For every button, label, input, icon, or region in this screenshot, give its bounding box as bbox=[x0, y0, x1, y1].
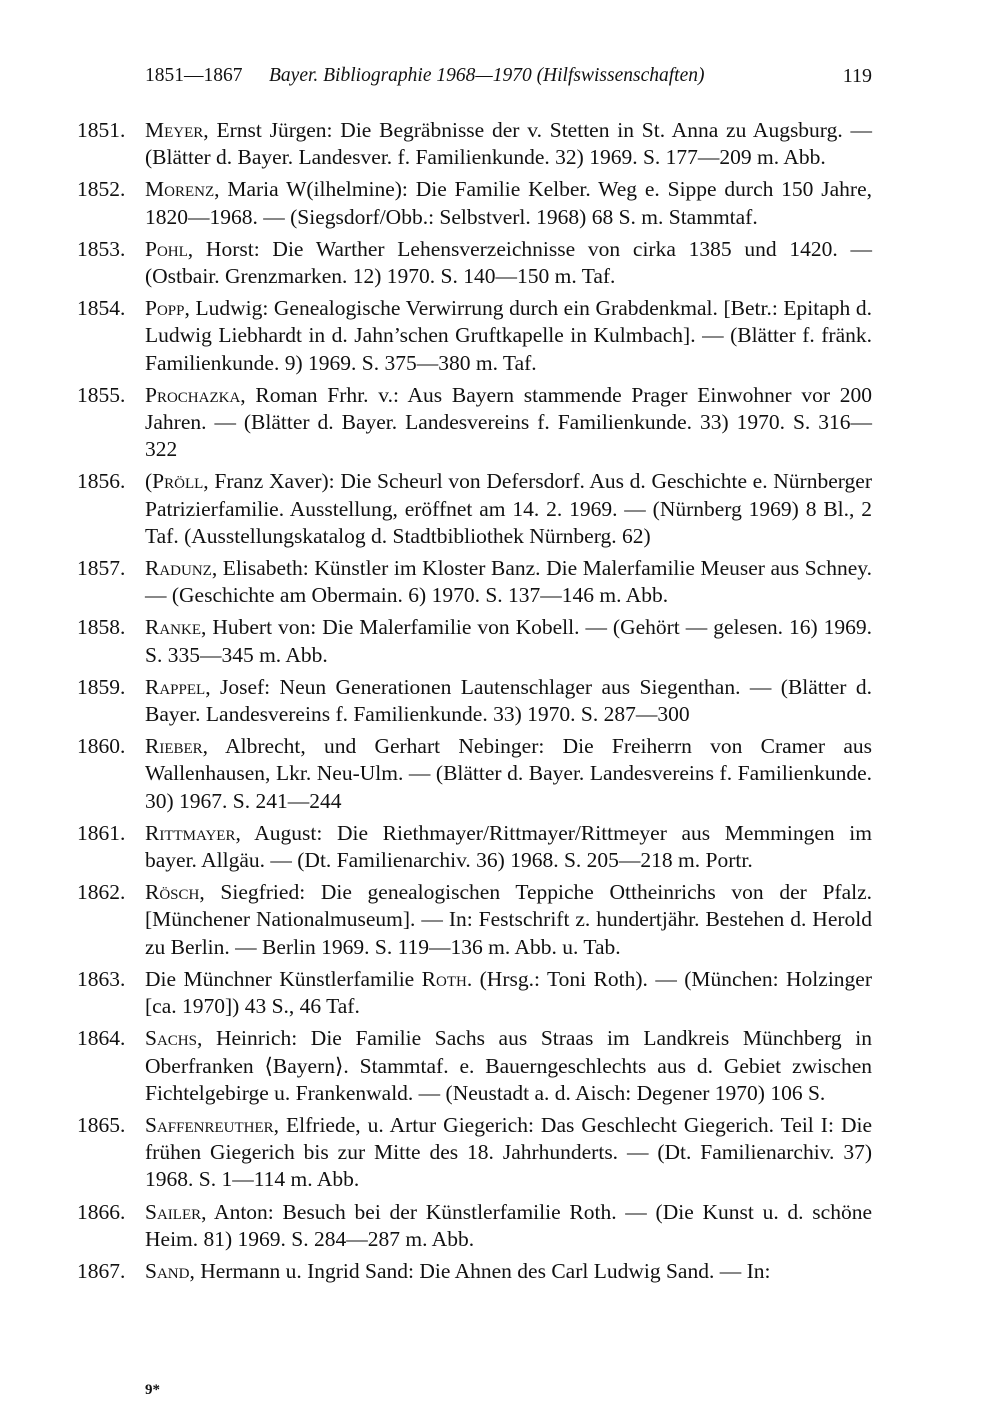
entry-number: 1855. bbox=[77, 382, 126, 407]
entry-text: , August: Die Riethmayer/Rittmayer/Rittmeyer aus Memmingen im bayer. Allgäu. — (Dt. Familienarchiv. 36) 1968. S. 205—218 m. Portr. bbox=[145, 820, 872, 873]
entry-text: , Maria W(ilhelmine): Die Familie Kelber. Weg e. Sippe durch 150 Jahre, 1820—1968. — (Siegsdorf/Obb.: Selbstverl. 1968) 68 S. m. Stammtaf. bbox=[145, 177, 872, 229]
entry-number: 1865. bbox=[77, 1112, 126, 1137]
entry-number: 1867. bbox=[77, 1258, 126, 1283]
header-entry-range: 1851—1867 bbox=[145, 65, 243, 86]
entry-author: Ranke bbox=[145, 615, 202, 640]
entry-text: , Elfriede, u. Artur Giegerich: Das Geschlecht Giegerich. Teil I: Die frühen Giegerich bis zur Mitte des 18. Jahrhunderts. — (Dt. Familienarchiv. 37) 1968. S. 1—114 m. Abb. bbox=[145, 1112, 872, 1192]
entry-number: 1856. bbox=[77, 469, 126, 494]
bibliography-entry bbox=[77, 117, 872, 171]
bibliography-entry bbox=[77, 1258, 872, 1285]
bibliography-entry bbox=[77, 1025, 872, 1107]
bibliography-entry bbox=[77, 614, 872, 668]
entry-prefix: Die Münchner Künstlerfamilie bbox=[145, 966, 422, 991]
entry-number: 1862. bbox=[77, 880, 126, 905]
entry-text: , Ernst Jürgen: Die Begräbnisse der v. Stetten in St. Anna zu Augsburg. — (Blätter d. Bayer. Landesver. f. Familienkunde. 32) 1969. S. 177—209 m. Abb. bbox=[145, 118, 872, 170]
entry-text: , Hubert von: Die Malerfamilie von Kobell. — (Gehört — gelesen. 16) 1969. S. 335—345 m. Abb. bbox=[145, 615, 872, 667]
bibliography-entry bbox=[77, 555, 872, 609]
entry-number: 1854. bbox=[77, 296, 126, 321]
entry-author: Rösch bbox=[145, 880, 200, 905]
entry-author: Sand bbox=[145, 1258, 190, 1283]
entry-text: , Roman Frhr. v.: Aus Bayern stammende Prager Einwohner vor 200 Jahren. — (Blätter d. Bayer. Landesvereins f. Familienkunde. 33) 1970. S. 316—322 bbox=[145, 382, 872, 462]
entry-text: , Horst: Die Warther Lehensverzeichnisse von cirka 1385 und 1420. — (Ostbair. Grenzmarken. 12) 1970. S. 140—150 m. Taf. bbox=[145, 236, 872, 289]
entry-author: Morenz bbox=[145, 177, 215, 202]
entry-text: . (Hrsg.: Toni Roth). — (München: Holzinger [ca. 1970]) 43 S., 46 Taf. bbox=[145, 966, 872, 1019]
bibliography-entry bbox=[77, 468, 872, 550]
entry-author: Roth bbox=[421, 966, 467, 991]
bibliography-entry bbox=[77, 879, 872, 961]
entry-author: Prochazka bbox=[145, 382, 241, 407]
bibliography-entry bbox=[77, 820, 872, 874]
header-title: Bayer. Bibliographie 1968—1970 (Hilfswissenschaften) bbox=[269, 65, 705, 86]
entry-number: 1866. bbox=[77, 1199, 126, 1224]
bibliography-entry bbox=[77, 1112, 872, 1194]
entry-text: , Ludwig: Genealogische Verwirrung durch ein Grabdenkmal. [Betr.: Epitaph d. Ludwig Liebhardt in d. Jahn’schen Gruftkapelle in Kulmbach]. — (Blätter f. fränk. Familienkunde. 9) 1969. S. 375—380 m. Taf. bbox=[145, 296, 872, 375]
bibliography-entry bbox=[77, 674, 872, 728]
entry-text: , Albrecht, und Gerhart Nebinger: Die Freiherrn von Cramer aus Wallenhausen, Lkr. Neu-Ulm. — (Blätter d. Bayer. Landesvereins f. Familienkunde. 30) 1967. S. 241—244 bbox=[145, 734, 872, 813]
entry-number: 1858. bbox=[77, 615, 126, 640]
bibliography-entry bbox=[77, 1199, 872, 1253]
entry-number: 1853. bbox=[77, 236, 126, 261]
page-number: 119 bbox=[842, 65, 872, 87]
entry-number: 1852. bbox=[77, 177, 126, 202]
entry-text: , Siegfried: Die genealogischen Teppiche Ottheinrichs von der Pfalz. [Münchener Nationalmuseum]. — In: Festschrift z. hundertjähr. Bestehen d. Herold zu Berlin. — Berlin 1969. S. 119—136 m. Abb. u. Tab. bbox=[145, 880, 872, 959]
entry-number: 1861. bbox=[77, 820, 126, 845]
entry-text: , Hermann u. Ingrid Sand: Die Ahnen des Carl Ludwig Sand. — In: bbox=[189, 1258, 771, 1283]
entry-text: , Franz Xaver): Die Scheurl von Defersdorf. Aus d. Geschichte e. Nürnberger Patrizierfamilie. Ausstellung, eröffnet am 14. 2. 1969. — (Nürnberg 1969) 8 Bl., 2 Taf. (Ausstellungskatalog d. Stadtbibliothek Nürnberg. 62) bbox=[145, 469, 872, 548]
entry-text: , Anton: Besuch bei der Künstlerfamilie Roth. — (Die Kunst u. d. schöne Heim. 81) 1969. S. 284—287 m. Abb. bbox=[145, 1199, 872, 1251]
entry-author: Pohl bbox=[145, 236, 188, 261]
signature-mark: 9* bbox=[145, 1382, 160, 1398]
entry-text: , Josef: Neun Generationen Lautenschlager aus Siegenthan. — (Blätter d. Bayer. Landesvereins f. Familienkunde. 33) 1970. S. 287—300 bbox=[145, 674, 872, 727]
entry-author: Meyer bbox=[145, 118, 204, 142]
bibliography-entry bbox=[77, 733, 872, 815]
entry-author: Pröll bbox=[152, 469, 204, 494]
entry-prefix: ( bbox=[145, 469, 153, 494]
bibliography-entry bbox=[77, 295, 872, 377]
entry-author: Rittmayer bbox=[145, 820, 236, 845]
entry-author: Radunz bbox=[145, 556, 212, 581]
entry-number: 1857. bbox=[77, 556, 126, 581]
entry-author: Popp bbox=[145, 296, 185, 321]
bibliography-entry bbox=[77, 382, 872, 464]
bibliography-entry bbox=[77, 236, 872, 290]
entry-number: 1860. bbox=[77, 734, 126, 759]
entry-author: Rappel bbox=[145, 674, 206, 699]
entry-number: 1851. bbox=[77, 118, 126, 142]
entry-number: 1863. bbox=[77, 966, 126, 991]
entry-author: Saffenreuther bbox=[145, 1112, 274, 1137]
bibliography-entry bbox=[77, 176, 872, 230]
entry-author: Sachs bbox=[145, 1026, 197, 1051]
entry-text: , Heinrich: Die Familie Sachs aus Straas im Landkreis Münchberg in Oberfranken ⟨Bayern⟩. Stammtaf. e. Bauerngeschlechts aus d. Gebiet zwischen Fichtelgebirge u. Frankenwald. — (Neustadt a. d. Aisch: Degener 1970) 106 S. bbox=[145, 1026, 872, 1105]
entry-author: Rieber bbox=[145, 734, 203, 759]
entry-author: Sailer bbox=[145, 1199, 202, 1224]
entry-number: 1864. bbox=[77, 1026, 126, 1051]
entry-number: 1859. bbox=[77, 674, 126, 699]
bibliography-list bbox=[77, 117, 872, 1290]
entry-text: , Elisabeth: Künstler im Kloster Banz. Die Malerfamilie Meuser aus Schney. — (Geschichte am Obermain. 6) 1970. S. 137—146 m. Abb. bbox=[145, 556, 872, 608]
bibliography-entry bbox=[77, 966, 872, 1020]
